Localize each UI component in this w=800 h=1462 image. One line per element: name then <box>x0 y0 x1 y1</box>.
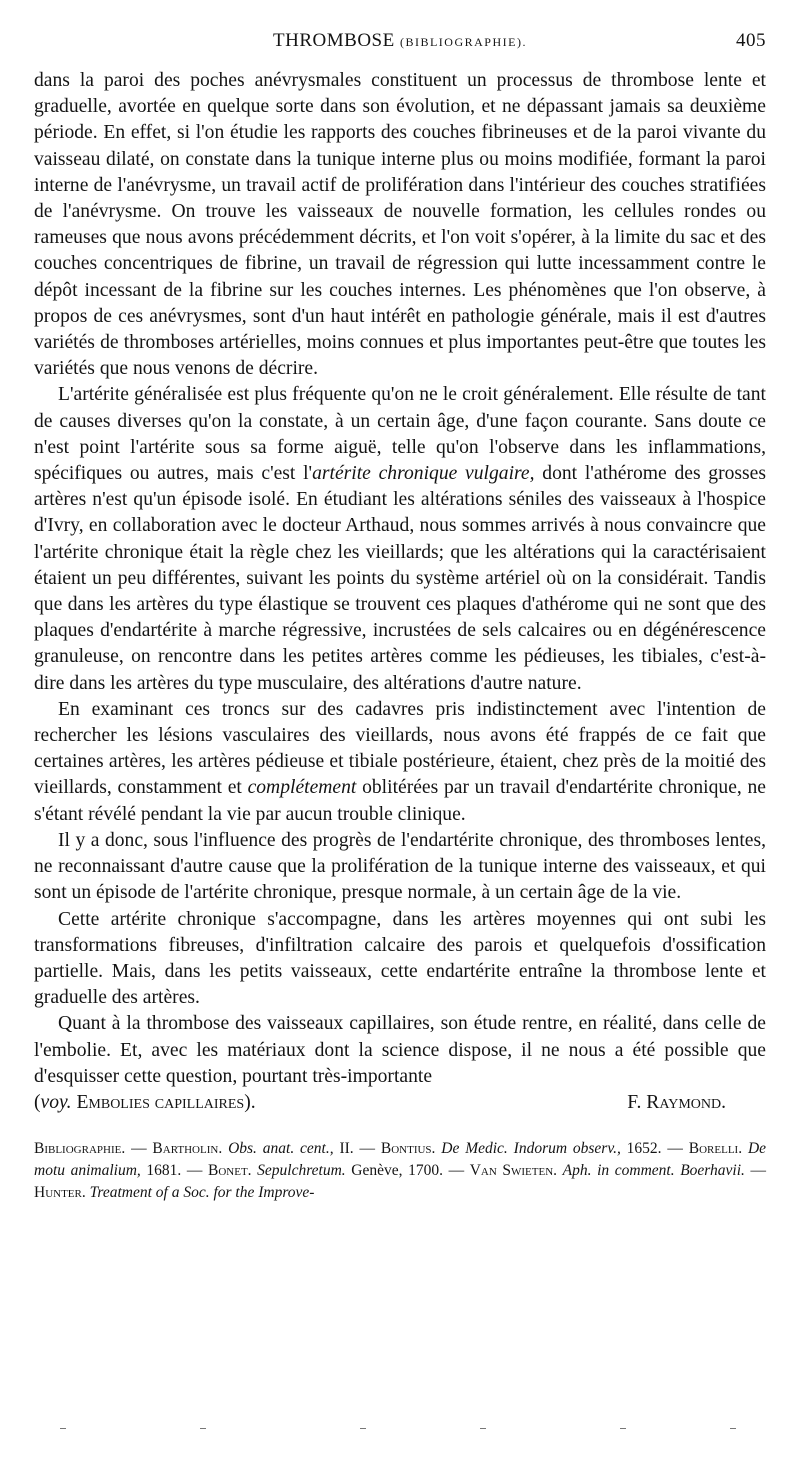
text-run: dont l'athérome des grosses artères n'est qu'un épisode isolé. En étudiant les altérations séniles des vaisseaux à l'hospice d'Ivry, en collaboration avec le docteur Arthaud, nous sommes arrivés à nous convaincre que l'artérite chronique était la règle chez les vieillards; que les altérations qui la caractérisaient étaient un peu différentes, suivant les points du système artériel où on la considérait. Tandis que dans les artères du type élastique se trouvent ces plaques d'athérome qui ne sont que des plaques d'endartérite à marche régressive, incrustées de sels calcaires ou en dégénérescence granuleuse, on rencontre dans les petites artères comme les pédieuses, les tibiales, c'est-à-dire dans les artères du type musculaire, des altérations d'autre nature. <box>34 463 766 694</box>
paragraph <box>34 1011 766 1090</box>
paragraph <box>34 697 766 828</box>
reference-title: Embolies capillaires <box>71 1091 245 1113</box>
bibliography <box>34 1138 766 1204</box>
italic-run: Sepulchretum. <box>257 1162 346 1180</box>
small-caps-run: Hunter. <box>34 1184 86 1202</box>
text-run: Genève, 1700. — <box>345 1162 470 1180</box>
running-header <box>34 30 766 60</box>
paragraph <box>34 828 766 907</box>
text-run: Cette artérite chronique s'accompagne, dans les artères moyennes qui ont subi les transformations fibreuses, d'infiltration calcaire des parois et quelquefois d'ossification partielle. Mais, dans les petits vaisseaux, cette endartérite entraîne la thrombose lente et graduelle des artères. <box>34 908 766 1009</box>
body-text <box>34 68 766 1116</box>
paragraph <box>34 68 766 382</box>
running-title <box>34 30 766 52</box>
text-run: L'artérite généralisée est plus fréquente qu'on ne le croit généralement. Elle résulte de tant de causes diverses qu'on la constate, à un certain âge, d'une façon courante. Sans doute ce n'est point l'artérite sous sa forme aiguë, telle qu'on l'observe dans les inflammations, spécifiques ou autres, mais c'est l' <box>34 384 766 485</box>
small-caps-run: Borelli. <box>688 1140 743 1158</box>
voy-abbrev: voy. <box>40 1091 72 1113</box>
paren-close: ). <box>244 1091 256 1113</box>
italic-run: Treatment of a Soc. for the Improve- <box>89 1184 315 1202</box>
running-title-main: THROMBOSE <box>273 30 395 51</box>
closing-line <box>34 1090 766 1116</box>
page-number: 405 <box>736 30 766 51</box>
small-caps-run: Bibliographie. <box>34 1140 126 1158</box>
running-title-subtitle: (BIBLIOGRAPHIE). <box>399 35 527 49</box>
italic-run: De Medic. Indorum observ., <box>441 1140 621 1158</box>
small-caps-run: Van Swieten. <box>469 1162 558 1180</box>
paragraph <box>34 907 766 1012</box>
small-caps-run: Bonet. <box>208 1162 252 1180</box>
paren-open: ( <box>34 1091 41 1113</box>
bottom-marks <box>60 1428 740 1434</box>
text-run: 1681. — <box>140 1162 208 1180</box>
paragraph <box>34 382 766 696</box>
cross-reference <box>34 1090 256 1116</box>
text-run: — <box>744 1162 767 1180</box>
text-run: En examinant ces troncs sur des cadavres pris indistinctement avec l'intention de rechercher les lésions vasculaires des vieillards, nous avons été frappés de ce fait que certaines artères, les artères pédieuse et tibiale postérieure, étaient, chez près de la moitié des vieillards, constamment et <box>34 698 766 799</box>
small-caps-run: Bartholin. <box>152 1140 223 1158</box>
text-run: II. — <box>333 1140 381 1158</box>
author-signature: F. Raymond. <box>627 1091 726 1113</box>
text-run: Quant à la thrombose des vaisseaux capillaires, son étude rentre, en réalité, dans celle de l'embolie. Et, avec les matériaux dont la science dispose, il ne nous a été possible que d'esquisser cette question, pourtant très-importante <box>34 1013 766 1087</box>
italic-run: Aph. in comment. Boerhavii. <box>562 1162 745 1180</box>
text-run: 1652. — <box>620 1140 689 1158</box>
text-run: oblitérées par un travail d'endartérite chronique, ne s'étant révélé pendant la vie par aucun trouble clinique. <box>34 777 766 825</box>
text-run: — <box>125 1140 153 1158</box>
small-caps-run: Bontius. <box>380 1140 436 1158</box>
italic-run: artérite chronique vulgaire, <box>312 463 535 485</box>
text-run: dans la paroi des poches anévrysmales constituent un processus de thrombose lente et graduelle, avortée en quelque sorte dans son évolution, et ne dépassant jamais sa deuxième période. En effet, si l'on étudie les rapports des couches fibrineuses et de la paroi vivante du vaisseau dilaté, on constate dans la tunique interne plus ou moins modifiée, formant la paroi interne de l'anévrysme, un travail actif de prolifération dans l'intérieur des couches stratifiées de l'anévrysme. On trouve les vaisseaux de nouvelle formation, les cellules rondes ou rameuses que nous avons précédemment décrits, et l'on voit s'opérer, à la limite du sac et des couches concentriques de fibrine, un travail de régression qui lutte incessamment contre le dépôt incessant de la fibrine sur les couches internes. Les phénomènes que l'on observe, à propos de ces anévrysmes, sont d'un haut intérêt en pathologie générale, mais il est d'autres variétés de thromboses artérielles, moins connues et plus importantes peut-être que toutes les variétés que nous venons de décrire. <box>34 70 766 380</box>
italic-run: complétement <box>247 777 357 799</box>
italic-run: Obs. anat. cent., <box>228 1140 334 1158</box>
text-run: Il y a donc, sous l'influence des progrès de l'endartérite chronique, des thromboses lentes, ne reconnaissant d'autre cause que la prolifération de la tunique interne des vaisseaux, et qui sont un épisode de l'artérite chronique, presque normale, à un certain âge de la vie. <box>34 829 766 904</box>
italic-run: De motu animalium, <box>34 1140 767 1180</box>
